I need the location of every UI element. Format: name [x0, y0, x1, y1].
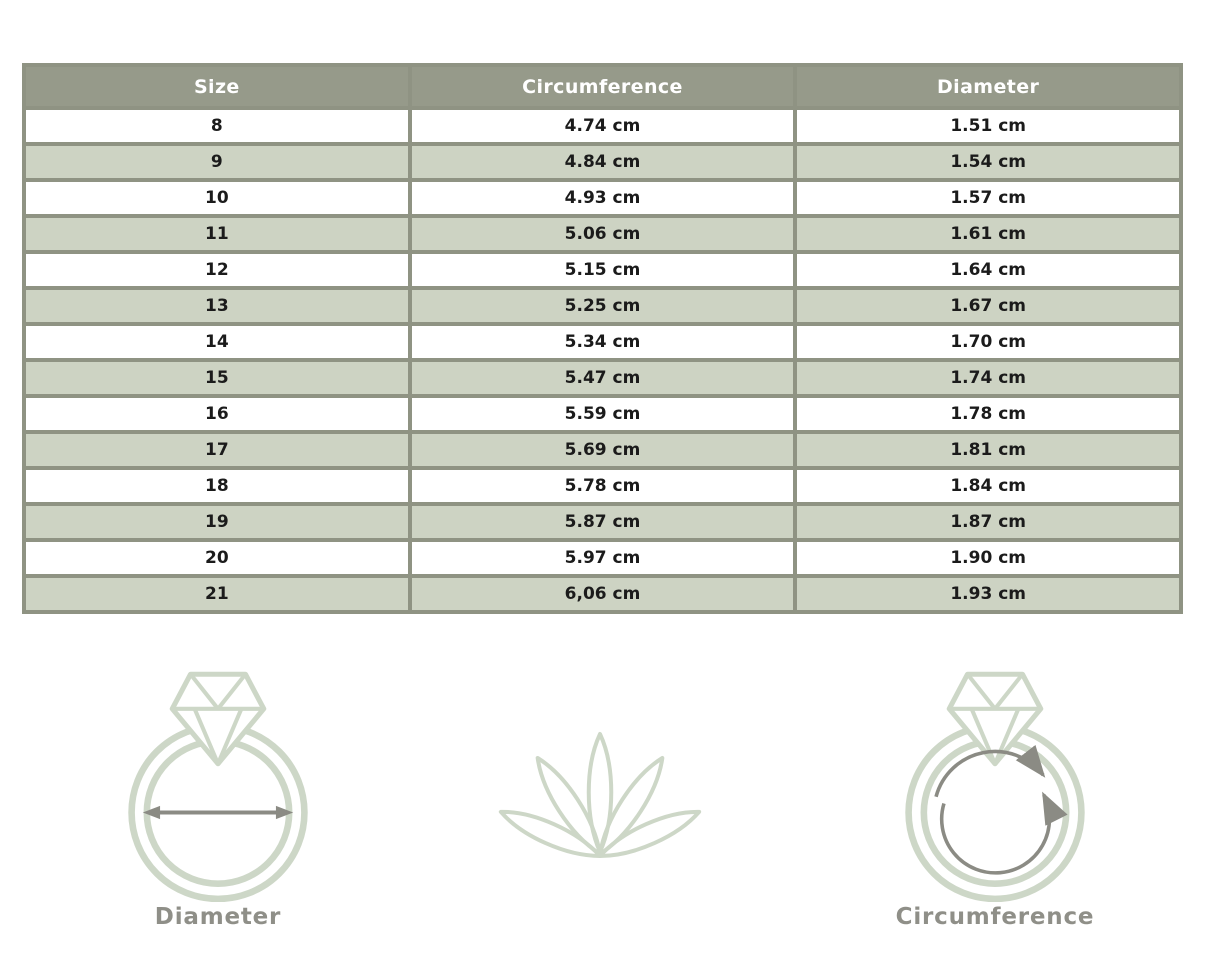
- table-row: [24, 144, 1181, 180]
- diameter-arrow: [143, 806, 293, 819]
- diameter-cell: 1.93 cm: [795, 576, 1181, 612]
- circumference-cell: 5.87 cm: [410, 504, 796, 540]
- diameter-cell: 1.90 cm: [795, 540, 1181, 576]
- ring-size-table: [22, 63, 1183, 614]
- diameter-cell: 1.61 cm: [795, 216, 1181, 252]
- table-row: [24, 180, 1181, 216]
- diameter-cell: 1.70 cm: [795, 324, 1181, 360]
- size-cell: 18: [24, 468, 410, 504]
- size-cell: 8: [24, 108, 410, 144]
- size-cell: 16: [24, 396, 410, 432]
- size-cell: 20: [24, 540, 410, 576]
- circumference-figure: [873, 662, 1117, 930]
- table-row: [24, 324, 1181, 360]
- diameter-cell: 1.51 cm: [795, 108, 1181, 144]
- table-row: [24, 432, 1181, 468]
- diamond-ring-circumference-icon: [873, 662, 1117, 902]
- diameter-cell: 1.78 cm: [795, 396, 1181, 432]
- size-cell: 10: [24, 180, 410, 216]
- lotus-figure: [470, 712, 730, 862]
- circumference-cell: 4.84 cm: [410, 144, 796, 180]
- diameter-figure: [96, 662, 340, 930]
- size-cell: 19: [24, 504, 410, 540]
- table-row: [24, 504, 1181, 540]
- table-row: [24, 576, 1181, 612]
- size-cell: 15: [24, 360, 410, 396]
- diameter-caption: Diameter: [154, 904, 282, 930]
- size-cell: 14: [24, 324, 410, 360]
- size-cell: 13: [24, 288, 410, 324]
- diameter-cell: 1.87 cm: [795, 504, 1181, 540]
- diamond-ring-diameter-icon: [96, 662, 340, 902]
- circumference-cell: 5.06 cm: [410, 216, 796, 252]
- col-header-diameter: Diameter: [795, 65, 1181, 108]
- diameter-cell: 1.81 cm: [795, 432, 1181, 468]
- circumference-cell: 5.97 cm: [410, 540, 796, 576]
- table-row: [24, 468, 1181, 504]
- circumference-cell: 5.69 cm: [410, 432, 796, 468]
- table-row: [24, 216, 1181, 252]
- circumference-cell: 4.93 cm: [410, 180, 796, 216]
- circumference-cell: 4.74 cm: [410, 108, 796, 144]
- diameter-cell: 1.67 cm: [795, 288, 1181, 324]
- diameter-cell: 1.54 cm: [795, 144, 1181, 180]
- circumference-cell: 5.15 cm: [410, 252, 796, 288]
- table-row: [24, 108, 1181, 144]
- size-cell: 9: [24, 144, 410, 180]
- table-row: [24, 540, 1181, 576]
- circumference-cell: 5.34 cm: [410, 324, 796, 360]
- circumference-cell: 5.25 cm: [410, 288, 796, 324]
- diameter-cell: 1.64 cm: [795, 252, 1181, 288]
- diameter-cell: 1.84 cm: [795, 468, 1181, 504]
- diameter-cell: 1.74 cm: [795, 360, 1181, 396]
- diameter-cell: 1.57 cm: [795, 180, 1181, 216]
- circumference-cell: 5.78 cm: [410, 468, 796, 504]
- table-header: [24, 65, 1181, 108]
- header-row: [24, 65, 1181, 108]
- circumference-cell: 6,06 cm: [410, 576, 796, 612]
- table-row: [24, 396, 1181, 432]
- size-cell: 12: [24, 252, 410, 288]
- circumference-cell: 5.59 cm: [410, 396, 796, 432]
- table-body: [24, 108, 1181, 612]
- circumference-cell: 5.47 cm: [410, 360, 796, 396]
- circumference-arrows: [936, 751, 1049, 872]
- lotus-icon: [470, 712, 730, 862]
- size-cell: 11: [24, 216, 410, 252]
- table-row: [24, 360, 1181, 396]
- col-header-circumference: Circumference: [410, 65, 796, 108]
- col-header-size: Size: [24, 65, 410, 108]
- circumference-caption: Circumference: [895, 904, 1095, 930]
- table-row: [24, 288, 1181, 324]
- table-row: [24, 252, 1181, 288]
- size-cell: 21: [24, 576, 410, 612]
- size-cell: 17: [24, 432, 410, 468]
